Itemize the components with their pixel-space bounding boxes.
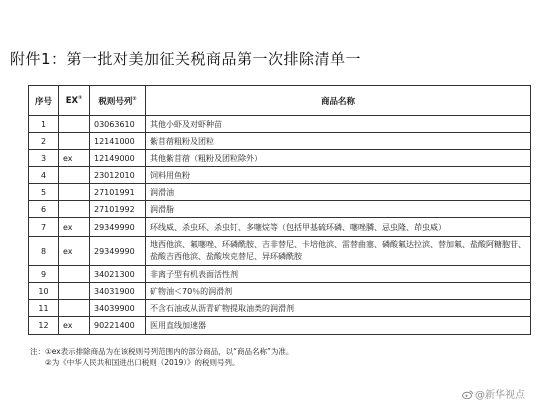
cell-code: 34021300: [90, 266, 146, 283]
cell-ex: [59, 283, 90, 300]
cell-ex: ex: [59, 150, 90, 167]
table-row: [29, 317, 531, 335]
cell-code: 23012010: [90, 167, 146, 184]
cell-no: 9: [29, 266, 59, 283]
footnote-1: 注：①ex表示排除商品为在该税则号列范围内的部分商品，以“商品名称”为准。: [30, 347, 294, 356]
cell-no: 11: [29, 300, 59, 317]
header-code: 税则号列②: [90, 86, 146, 116]
cell-name-text: 地西他滨、氟噻唑、环磷酰胺、吉非替尼、卡培他滨、雷替曲塞、磷酸氟达拉滨、替加氟、盐酸阿糖胞苷、盐酸吉西他滨、盐酸埃克替尼、异环磷酰胺: [150, 240, 526, 261]
table-row: [29, 266, 531, 283]
cell-ex: [59, 184, 90, 201]
table-header-row: [29, 86, 531, 116]
cell-code: 27101991: [90, 184, 146, 201]
cell-no: 2: [29, 133, 59, 150]
header-ex: EX①: [59, 86, 90, 116]
cell-name: 矿物油＜70％的润滑剂: [146, 283, 531, 300]
cell-name: 医用直线加速器: [146, 317, 531, 335]
cell-ex: ex: [59, 237, 90, 266]
cell-no: 3: [29, 150, 59, 167]
cell-ex: ex: [59, 317, 90, 335]
cell-no: 7: [29, 218, 59, 237]
footnote-2: ②为《中华人民共和国进出口税则（2019）》的税则号列。: [45, 358, 240, 367]
watermark: [462, 386, 525, 401]
cell-name: 不含石油或从沥青矿物提取油类的润滑剂: [146, 300, 531, 317]
table-row: [29, 167, 531, 184]
table-row: [29, 133, 531, 150]
watermark-text: @新华视点: [475, 390, 525, 401]
cell-code: 27101992: [90, 201, 146, 218]
cell-code: 29349990: [90, 237, 146, 266]
cell-name: 润滑脂: [146, 201, 531, 218]
cell-no: 4: [29, 167, 59, 184]
footnotes: [30, 346, 450, 368]
cell-ex: [59, 116, 90, 133]
cell-name: 非离子型有机表面活性剂: [146, 266, 531, 283]
cell-name: 其他小虾及对虾种苗: [146, 116, 531, 133]
cell-ex: [59, 201, 90, 218]
cell-name: 润滑油: [146, 184, 531, 201]
cell-ex: [59, 266, 90, 283]
table-row: [29, 184, 531, 201]
cell-code: 90221400: [90, 317, 146, 335]
cell-code: 34039900: [90, 300, 146, 317]
header-code-footnote-mark: ②: [132, 95, 137, 102]
cell-ex: [59, 167, 90, 184]
cell-name: 环线威、杀虫环、杀虫钉、多噻烷等（包括甲基硫环磷、噻唑膦、忌虫隆、茚虫威）: [146, 218, 531, 237]
cell-ex: [59, 133, 90, 150]
cell-no: 6: [29, 201, 59, 218]
cell-name: 饲料用鱼粉: [146, 167, 531, 184]
cell-code: 29349990: [90, 218, 146, 237]
cell-code: 03063610: [90, 116, 146, 133]
header-name: 商品名称: [146, 86, 531, 116]
exclusion-list-table: [28, 85, 531, 335]
table-row: [29, 237, 531, 266]
cell-ex: [59, 300, 90, 317]
cell-no: 10: [29, 283, 59, 300]
cell-no: 1: [29, 116, 59, 133]
cell-no: 12: [29, 317, 59, 335]
table-row: [29, 201, 531, 218]
table-row: [29, 218, 531, 237]
cell-name: 紫苜蓿粗粉及团粒: [146, 133, 531, 150]
cell-code: 12141000: [90, 133, 146, 150]
cell-ex: ex: [59, 218, 90, 237]
weibo-icon: [462, 390, 473, 399]
cell-name: [146, 237, 531, 266]
table-row: [29, 300, 531, 317]
cell-no: 5: [29, 184, 59, 201]
document-title: 附件1：第一批对美加征关税商品第一次排除清单一: [10, 50, 362, 68]
table-row: [29, 116, 531, 133]
header-ex-footnote-mark: ①: [78, 95, 83, 102]
header-no: 序号: [29, 86, 59, 116]
cell-name: 其他紫苜蓿（粗粉及团粒除外）: [146, 150, 531, 167]
cell-code: 12149000: [90, 150, 146, 167]
cell-no: 8: [29, 237, 59, 266]
table-row: [29, 283, 531, 300]
table-row: [29, 150, 531, 167]
cell-code: 34031900: [90, 283, 146, 300]
